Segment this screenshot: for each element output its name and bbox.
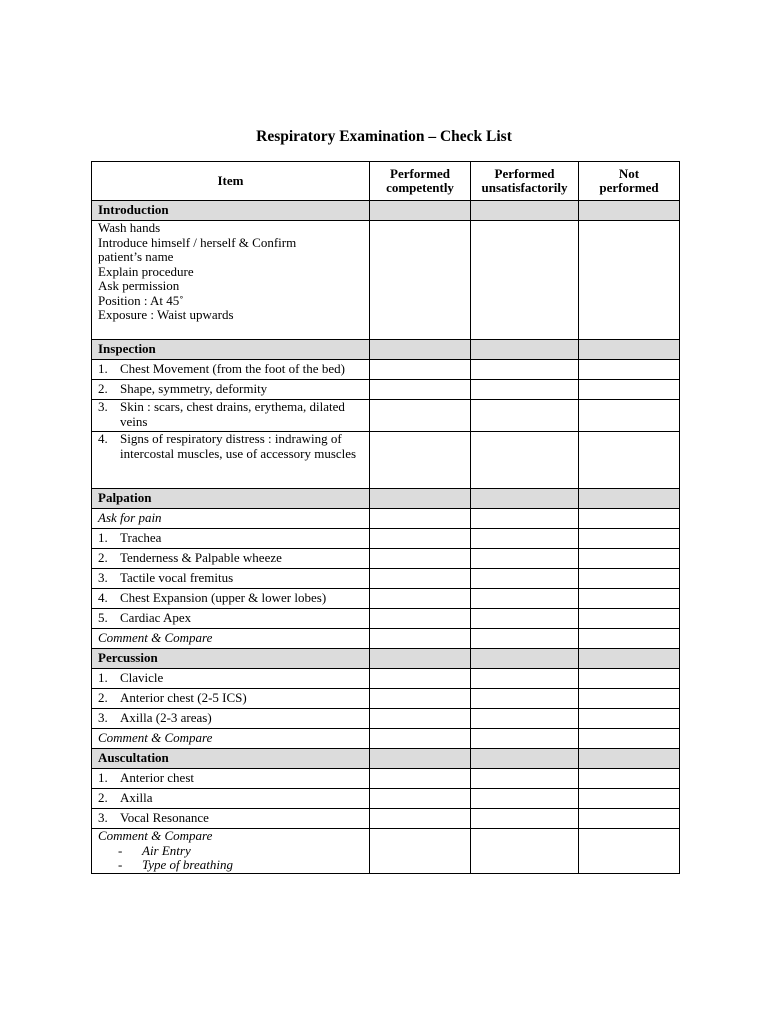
checkbox-not-performed[interactable]: [579, 589, 680, 609]
checkbox-not-performed[interactable]: [579, 649, 680, 669]
checkbox-competent[interactable]: [370, 380, 471, 400]
item-number: 3.: [98, 810, 108, 826]
intro-line: Wash hands: [98, 220, 161, 235]
table-row: [92, 549, 680, 569]
checkbox-competent[interactable]: [370, 201, 471, 221]
checkbox-competent[interactable]: [370, 669, 471, 689]
item-text: Axilla (2-3 areas): [120, 710, 212, 726]
item-number: 3.: [98, 710, 108, 726]
item-cell: [92, 709, 370, 729]
table-row: [92, 432, 680, 489]
header-row: [92, 162, 680, 201]
item-number: 3.: [98, 570, 108, 586]
item-number: 2.: [98, 690, 108, 706]
section-row-percussion: [92, 649, 680, 669]
section-label: Introduction: [92, 201, 370, 221]
section-label: Palpation: [92, 489, 370, 509]
checkbox-unsatisfactory[interactable]: [471, 589, 579, 609]
checkbox-not-performed[interactable]: [579, 201, 680, 221]
intro-line: Explain procedure: [98, 263, 194, 279]
item-cell: [92, 769, 370, 789]
sub-item-text: Air Entry: [142, 842, 191, 858]
table-row: [92, 569, 680, 589]
intro-line: Ask permission: [98, 278, 180, 293]
item-number: 1.: [98, 361, 108, 377]
table-row: [92, 221, 680, 340]
checkbox-not-performed[interactable]: [579, 489, 680, 509]
checkbox-unsatisfactory[interactable]: [471, 729, 579, 749]
checkbox-unsatisfactory[interactable]: [471, 360, 579, 380]
checkbox-competent[interactable]: [370, 689, 471, 709]
comment-compare: Comment & Compare: [92, 629, 370, 649]
checkbox-unsatisfactory[interactable]: [471, 709, 579, 729]
checkbox-not-performed[interactable]: [579, 809, 680, 829]
checkbox-not-performed[interactable]: [579, 689, 680, 709]
checkbox-competent[interactable]: [370, 360, 471, 380]
checkbox-competent[interactable]: [370, 432, 471, 489]
checkbox-competent[interactable]: [370, 509, 471, 529]
item-text: Tenderness & Palpable wheeze: [120, 550, 282, 566]
checkbox-unsatisfactory[interactable]: [471, 489, 579, 509]
table-row: [92, 729, 680, 749]
sub-item: [98, 844, 363, 859]
table-row: [92, 509, 680, 529]
table-row: [92, 689, 680, 709]
item-cell: [92, 529, 370, 549]
table-row: [92, 809, 680, 829]
item-text: Skin : scars, chest drains, erythema, dilated veins: [120, 399, 345, 429]
item-cell: [92, 400, 370, 432]
checkbox-unsatisfactory[interactable]: [471, 529, 579, 549]
dash: -: [118, 842, 123, 858]
item-cell: [92, 360, 370, 380]
checkbox-unsatisfactory[interactable]: [471, 609, 579, 629]
table-row: [92, 829, 680, 874]
intro-line: patient’s name: [98, 249, 174, 264]
section-row-auscultation: [92, 749, 680, 769]
checkbox-not-performed[interactable]: [579, 221, 680, 340]
item-cell: [92, 380, 370, 400]
item-text: Chest Movement (from the foot of the bed): [120, 361, 345, 377]
table-row: [92, 529, 680, 549]
checkbox-competent[interactable]: [370, 789, 471, 809]
comment-compare-cell: [92, 829, 370, 874]
section-row-palpation: [92, 489, 680, 509]
checkbox-unsatisfactory[interactable]: [471, 221, 579, 340]
checklist-table: [91, 161, 680, 874]
item-cell: [92, 789, 370, 809]
checkbox-unsatisfactory[interactable]: [471, 809, 579, 829]
table-row: [92, 669, 680, 689]
item-number: 1.: [98, 770, 108, 786]
item-number: 1.: [98, 670, 108, 686]
item-number: 2.: [98, 381, 108, 397]
item-number: 1.: [98, 530, 108, 546]
checkbox-competent[interactable]: [370, 569, 471, 589]
checkbox-not-performed[interactable]: [579, 569, 680, 589]
checkbox-not-performed[interactable]: [579, 509, 680, 529]
checkbox-competent[interactable]: [370, 829, 471, 874]
header-line: unsatisfactorily: [481, 180, 568, 195]
item-text: Axilla: [120, 790, 153, 806]
table-row: [92, 769, 680, 789]
item-text: Anterior chest: [120, 770, 195, 786]
page-title: Respiratory Examination – Check List: [256, 128, 512, 145]
checkbox-not-performed[interactable]: [579, 360, 680, 380]
checkbox-unsatisfactory[interactable]: [471, 749, 579, 769]
checkbox-unsatisfactory[interactable]: [471, 432, 579, 489]
item-text: Tactile vocal fremitus: [120, 570, 234, 586]
checkbox-competent[interactable]: [370, 649, 471, 669]
checkbox-competent[interactable]: [370, 549, 471, 569]
checkbox-competent[interactable]: [370, 400, 471, 432]
item-text: Chest Expansion (upper & lower lobes): [120, 590, 327, 606]
item-cell: [92, 609, 370, 629]
intro-line: Exposure : Waist upwards: [98, 307, 234, 322]
checkbox-unsatisfactory[interactable]: [471, 789, 579, 809]
item-text: Signs of respiratory distress : indrawing of intercostal muscles, use of accessory muscles: [120, 431, 357, 461]
comment-compare: Comment & Compare: [92, 729, 370, 749]
section-row-inspection: [92, 340, 680, 360]
checkbox-not-performed[interactable]: [579, 549, 680, 569]
checkbox-unsatisfactory[interactable]: [471, 649, 579, 669]
section-label: Auscultation: [92, 749, 370, 769]
checkbox-competent[interactable]: [370, 221, 471, 340]
checkbox-competent[interactable]: [370, 489, 471, 509]
item-text: Clavicle: [120, 670, 164, 686]
item-text: Cardiac Apex: [120, 610, 192, 626]
checkbox-not-performed[interactable]: [579, 380, 680, 400]
item-text: Shape, symmetry, deformity: [120, 381, 268, 397]
header-line: Not: [618, 165, 640, 181]
header-performed-unsatisfactorily: [471, 162, 579, 201]
section-label: Inspection: [92, 340, 370, 360]
item-number: 4.: [98, 590, 108, 606]
checkbox-not-performed[interactable]: [579, 749, 680, 769]
checkbox-competent[interactable]: [370, 769, 471, 789]
table-row: [92, 360, 680, 380]
checkbox-unsatisfactory[interactable]: [471, 509, 579, 529]
checkbox-not-performed[interactable]: [579, 400, 680, 432]
checkbox-not-performed[interactable]: [579, 669, 680, 689]
item-text: Trachea: [120, 530, 162, 546]
checkbox-unsatisfactory[interactable]: [471, 769, 579, 789]
checkbox-not-performed[interactable]: [579, 789, 680, 809]
checkbox-unsatisfactory[interactable]: [471, 380, 579, 400]
item-cell: [92, 809, 370, 829]
header-performed-competently: [370, 162, 471, 201]
header-not-performed: [579, 162, 680, 201]
sub-item: [98, 858, 363, 873]
checkbox-unsatisfactory[interactable]: [471, 400, 579, 432]
checkbox-competent[interactable]: [370, 609, 471, 629]
table-row: [92, 709, 680, 729]
checkbox-competent[interactable]: [370, 709, 471, 729]
checkbox-competent[interactable]: [370, 529, 471, 549]
checkbox-unsatisfactory[interactable]: [471, 569, 579, 589]
checkbox-unsatisfactory[interactable]: [471, 201, 579, 221]
checkbox-not-performed[interactable]: [579, 340, 680, 360]
checkbox-not-performed[interactable]: [579, 629, 680, 649]
section-label: Percussion: [92, 649, 370, 669]
introduction-steps: [92, 221, 370, 340]
ask-for-pain: Ask for pain: [92, 509, 370, 529]
dash: -: [118, 857, 123, 872]
section-row-introduction: [92, 201, 680, 221]
intro-line: Introduce himself / herself & Confirm: [98, 234, 297, 250]
checkbox-competent[interactable]: [370, 589, 471, 609]
item-number: 4.: [98, 431, 108, 446]
checkbox-not-performed[interactable]: [579, 709, 680, 729]
checkbox-not-performed[interactable]: [579, 529, 680, 549]
table-row: [92, 400, 680, 432]
header-line: performed: [599, 180, 659, 195]
checkbox-unsatisfactory[interactable]: [471, 549, 579, 569]
item-cell: [92, 549, 370, 569]
table-row: [92, 609, 680, 629]
checkbox-competent[interactable]: [370, 749, 471, 769]
checkbox-not-performed[interactable]: [579, 829, 680, 874]
checkbox-unsatisfactory[interactable]: [471, 669, 579, 689]
header-line: Performed: [390, 165, 450, 181]
table-row: [92, 589, 680, 609]
item-cell: [92, 569, 370, 589]
item-text: Vocal Resonance: [120, 810, 209, 826]
checkbox-not-performed[interactable]: [579, 769, 680, 789]
table-row: [92, 629, 680, 649]
header-line: Performed: [494, 165, 555, 181]
sub-item-text: Type of breathing: [142, 857, 233, 872]
checkbox-not-performed[interactable]: [579, 609, 680, 629]
header-item: Item: [92, 162, 370, 201]
header-line: competently: [386, 180, 454, 195]
comment-compare: Comment & Compare: [98, 828, 213, 843]
checkbox-not-performed[interactable]: [579, 432, 680, 489]
item-number: 2.: [98, 790, 108, 806]
item-cell: [92, 689, 370, 709]
checkbox-unsatisfactory[interactable]: [471, 829, 579, 874]
item-text: Anterior chest (2-5 ICS): [120, 690, 247, 706]
checkbox-not-performed[interactable]: [579, 729, 680, 749]
checkbox-competent[interactable]: [370, 629, 471, 649]
item-cell: [92, 432, 370, 489]
checkbox-unsatisfactory[interactable]: [471, 340, 579, 360]
table-row: [92, 789, 680, 809]
item-number: 5.: [98, 610, 108, 626]
item-number: 3.: [98, 399, 108, 414]
item-cell: [92, 669, 370, 689]
checkbox-competent[interactable]: [370, 809, 471, 829]
table-row: [92, 380, 680, 400]
checkbox-competent[interactable]: [370, 340, 471, 360]
checkbox-competent[interactable]: [370, 729, 471, 749]
item-cell: [92, 589, 370, 609]
checkbox-unsatisfactory[interactable]: [471, 689, 579, 709]
checkbox-unsatisfactory[interactable]: [471, 629, 579, 649]
intro-line: Position : At 45˚: [98, 292, 184, 308]
item-number: 2.: [98, 550, 108, 566]
